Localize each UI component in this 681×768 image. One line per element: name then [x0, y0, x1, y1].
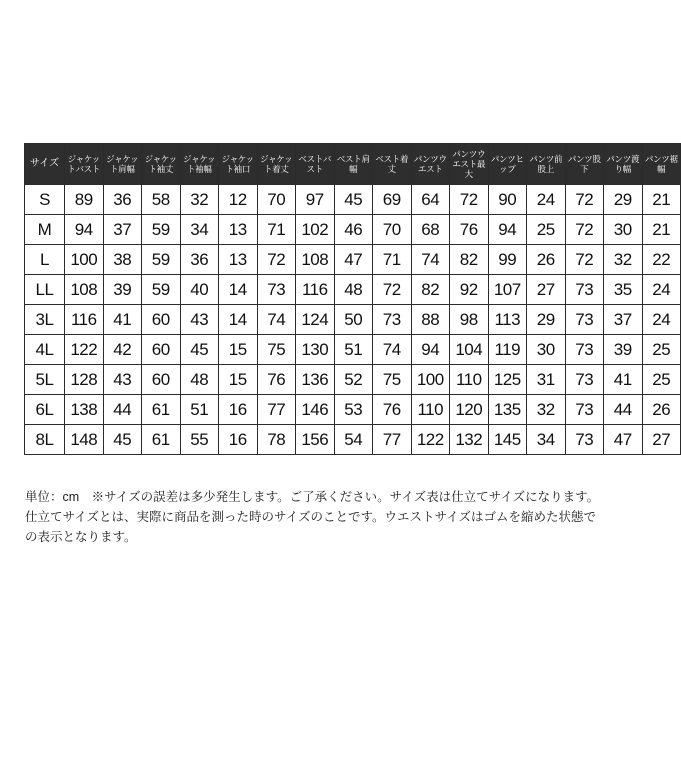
table-cell: 145: [488, 425, 527, 455]
table-cell: 125: [488, 365, 527, 395]
table-header-cell: パンツ渡り幅: [604, 144, 643, 185]
size-note-text: 単位：cm ※サイズの誤差は多少発生します。ご了承ください。サイズ表は仕立てサイズになります。仕立てサイズとは、実際に商品を測った時のサイズのことです。ウエストサイズはゴムを縮めた状態での表示となります。: [25, 490, 600, 544]
table-cell: 43: [103, 365, 142, 395]
table-cell: 72: [450, 185, 489, 215]
table-header-cell: パンツ裾幅: [642, 144, 681, 185]
table-cell: 138: [65, 395, 104, 425]
table-cell: 31: [527, 365, 566, 395]
table-header-cell: パンツウエスト最大: [450, 144, 489, 185]
table-cell: 72: [373, 275, 412, 305]
table-cell: 16: [219, 395, 258, 425]
table-body: [25, 185, 681, 455]
table-cell: 128: [65, 365, 104, 395]
table-cell: 122: [65, 335, 104, 365]
table-header-cell: ベスト肩幅: [334, 144, 373, 185]
table-cell: 73: [257, 275, 296, 305]
table-cell: 74: [257, 305, 296, 335]
table-cell: 70: [257, 185, 296, 215]
table-cell: 13: [219, 215, 258, 245]
table-cell: 32: [527, 395, 566, 425]
table-cell: 59: [142, 215, 181, 245]
table-header-cell: ジャケット袖幅: [180, 144, 219, 185]
table-cell: 50: [334, 305, 373, 335]
table-cell: 156: [296, 425, 335, 455]
table-cell: 89: [65, 185, 104, 215]
table-row: [25, 425, 681, 455]
table-cell: 72: [565, 185, 604, 215]
table-cell: 124: [296, 305, 335, 335]
table-cell: 61: [142, 395, 181, 425]
table-cell: 14: [219, 305, 258, 335]
table-cell: 24: [642, 275, 681, 305]
table-cell: 146: [296, 395, 335, 425]
table-cell: 73: [565, 425, 604, 455]
table-cell: 32: [180, 185, 219, 215]
table-cell: 46: [334, 215, 373, 245]
table-header-cell: パンツヒップ: [488, 144, 527, 185]
table-cell: 94: [65, 215, 104, 245]
table-cell: 72: [565, 215, 604, 245]
table-cell: 132: [450, 425, 489, 455]
table-header-cell: ジャケット肩幅: [103, 144, 142, 185]
table-cell: 97: [296, 185, 335, 215]
table-cell: 36: [180, 245, 219, 275]
size-table: [24, 143, 681, 455]
table-cell: 45: [103, 425, 142, 455]
table-cell: 27: [527, 275, 566, 305]
table-cell: 21: [642, 215, 681, 245]
table-cell: 39: [103, 275, 142, 305]
table-cell: 22: [642, 245, 681, 275]
table-cell: 73: [373, 305, 412, 335]
table-header-cell-size: サイズ: [25, 144, 65, 185]
table-cell: 70: [373, 215, 412, 245]
table-cell: 41: [103, 305, 142, 335]
table-row: [25, 395, 681, 425]
table-cell: 130: [296, 335, 335, 365]
table-cell: 119: [488, 335, 527, 365]
table-cell: 30: [604, 215, 643, 245]
table-cell: 104: [450, 335, 489, 365]
table-cell: 38: [103, 245, 142, 275]
table-header-cell: ジャケット袖丈: [142, 144, 181, 185]
table-cell: 43: [180, 305, 219, 335]
table-cell: 60: [142, 365, 181, 395]
table-cell: 15: [219, 365, 258, 395]
table-cell: 75: [257, 335, 296, 365]
table-row: [25, 185, 681, 215]
table-cell: 94: [488, 215, 527, 245]
table-cell: 27: [642, 425, 681, 455]
table-cell: 76: [257, 365, 296, 395]
table-cell: 102: [296, 215, 335, 245]
table-cell: 135: [488, 395, 527, 425]
table-cell: 30: [527, 335, 566, 365]
table-cell: 25: [642, 365, 681, 395]
row-label: 6L: [25, 395, 65, 425]
table-cell: 82: [411, 275, 450, 305]
table-cell: 73: [565, 275, 604, 305]
table-cell: 51: [334, 335, 373, 365]
table-cell: 35: [604, 275, 643, 305]
table-cell: 60: [142, 305, 181, 335]
row-label: 5L: [25, 365, 65, 395]
table-cell: 92: [450, 275, 489, 305]
table-cell: 73: [565, 305, 604, 335]
table-cell: 53: [334, 395, 373, 425]
table-cell: 58: [142, 185, 181, 215]
table-cell: 52: [334, 365, 373, 395]
row-label: 8L: [25, 425, 65, 455]
table-cell: 59: [142, 275, 181, 305]
table-cell: 69: [373, 185, 412, 215]
table-cell: 29: [604, 185, 643, 215]
table-header-cell: パンツ前股上: [527, 144, 566, 185]
table-cell: 77: [373, 425, 412, 455]
row-label: M: [25, 215, 65, 245]
table-cell: 122: [411, 425, 450, 455]
table-cell: 32: [604, 245, 643, 275]
table-row: [25, 215, 681, 245]
table-row: [25, 335, 681, 365]
table-cell: 13: [219, 245, 258, 275]
table-cell: 74: [373, 335, 412, 365]
table-cell: 116: [296, 275, 335, 305]
table-header-cell: ベスト着丈: [373, 144, 412, 185]
table-cell: 75: [373, 365, 412, 395]
table-cell: 39: [604, 335, 643, 365]
row-label: L: [25, 245, 65, 275]
table-cell: 21: [642, 185, 681, 215]
table-cell: 94: [411, 335, 450, 365]
table-cell: 88: [411, 305, 450, 335]
table-cell: 107: [488, 275, 527, 305]
table-cell: 60: [142, 335, 181, 365]
table-cell: 78: [257, 425, 296, 455]
table-cell: 61: [142, 425, 181, 455]
table-cell: 48: [180, 365, 219, 395]
table-cell: 55: [180, 425, 219, 455]
table-header-cell: パンツウエスト: [411, 144, 450, 185]
table-cell: 74: [411, 245, 450, 275]
table-cell: 59: [142, 245, 181, 275]
table-cell: 64: [411, 185, 450, 215]
table-row: [25, 275, 681, 305]
table-cell: 45: [180, 335, 219, 365]
table-cell: 12: [219, 185, 258, 215]
table-cell: 110: [450, 365, 489, 395]
table-cell: 136: [296, 365, 335, 395]
table-cell: 76: [373, 395, 412, 425]
table-cell: 44: [103, 395, 142, 425]
table-cell: 100: [411, 365, 450, 395]
table-header-cell: ベストバスト: [296, 144, 335, 185]
table-cell: 25: [642, 335, 681, 365]
table-cell: 45: [334, 185, 373, 215]
table-cell: 29: [527, 305, 566, 335]
table-cell: 51: [180, 395, 219, 425]
table-cell: 98: [450, 305, 489, 335]
table-cell: 47: [604, 425, 643, 455]
table-header-cell: ジャケット袖口: [219, 144, 258, 185]
table-cell: 34: [180, 215, 219, 245]
table-cell: 26: [527, 245, 566, 275]
table-cell: 82: [450, 245, 489, 275]
table-cell: 68: [411, 215, 450, 245]
table-cell: 37: [103, 215, 142, 245]
table-cell: 44: [604, 395, 643, 425]
table-cell: 25: [527, 215, 566, 245]
table-cell: 42: [103, 335, 142, 365]
table-cell: 36: [103, 185, 142, 215]
row-label: 4L: [25, 335, 65, 365]
table-cell: 34: [527, 425, 566, 455]
table-cell: 110: [411, 395, 450, 425]
table-cell: 71: [257, 215, 296, 245]
size-table-container: [24, 143, 678, 455]
table-cell: 41: [604, 365, 643, 395]
table-cell: 24: [642, 305, 681, 335]
table-cell: 113: [488, 305, 527, 335]
table-cell: 77: [257, 395, 296, 425]
table-cell: 71: [373, 245, 412, 275]
table-header: [25, 144, 681, 185]
table-header-cell: ジャケットバスト: [65, 144, 104, 185]
row-label: S: [25, 185, 65, 215]
table-cell: 54: [334, 425, 373, 455]
table-cell: 16: [219, 425, 258, 455]
row-label: 3L: [25, 305, 65, 335]
table-header-row: [25, 144, 681, 185]
table-header-cell: ジャケット着丈: [257, 144, 296, 185]
table-cell: 99: [488, 245, 527, 275]
table-cell: 108: [65, 275, 104, 305]
table-cell: 120: [450, 395, 489, 425]
table-cell: 40: [180, 275, 219, 305]
table-row: [25, 245, 681, 275]
table-cell: 15: [219, 335, 258, 365]
table-cell: 47: [334, 245, 373, 275]
row-label: LL: [25, 275, 65, 305]
table-cell: 108: [296, 245, 335, 275]
table-cell: 14: [219, 275, 258, 305]
table-cell: 76: [450, 215, 489, 245]
table-cell: 26: [642, 395, 681, 425]
table-cell: 73: [565, 395, 604, 425]
table-cell: 37: [604, 305, 643, 335]
table-cell: 73: [565, 335, 604, 365]
table-cell: 72: [257, 245, 296, 275]
table-header-cell: パンツ股下: [565, 144, 604, 185]
table-row: [25, 305, 681, 335]
table-cell: 72: [565, 245, 604, 275]
table-cell: 48: [334, 275, 373, 305]
table-cell: 73: [565, 365, 604, 395]
table-cell: 90: [488, 185, 527, 215]
table-cell: 24: [527, 185, 566, 215]
table-cell: 148: [65, 425, 104, 455]
table-cell: 116: [65, 305, 104, 335]
table-row: [25, 365, 681, 395]
table-cell: 100: [65, 245, 104, 275]
